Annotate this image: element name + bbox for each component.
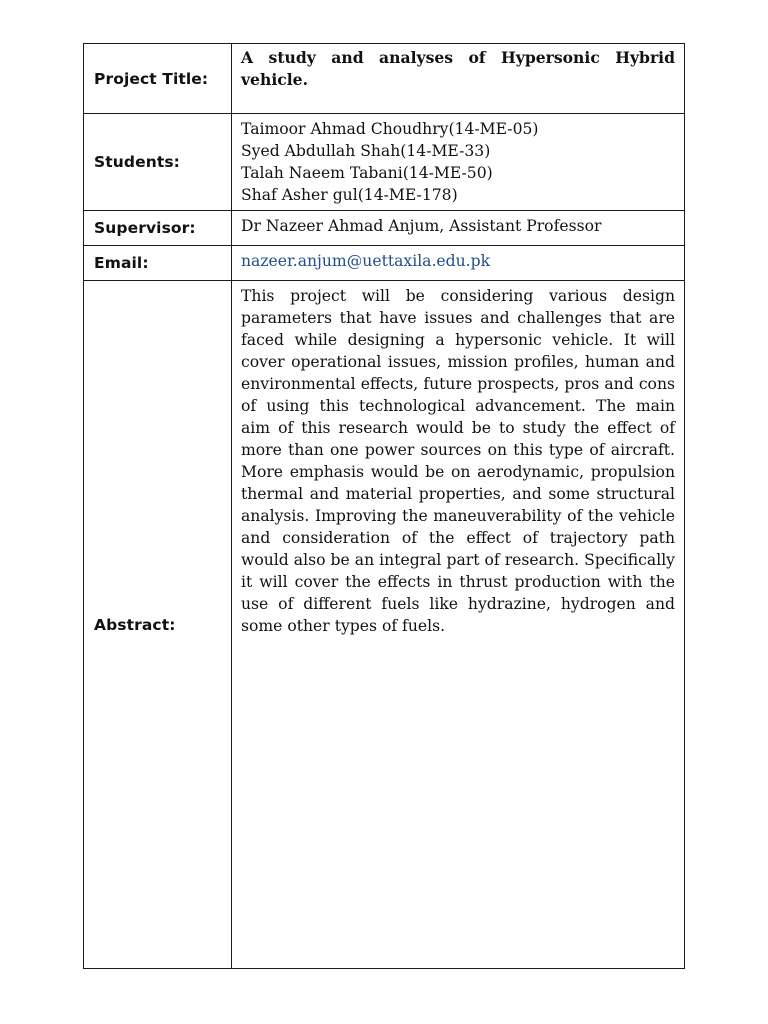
email-label-cell	[84, 246, 232, 281]
project-title-label-cell	[84, 44, 232, 114]
abstract-label-cell	[84, 281, 232, 969]
students-row	[84, 114, 685, 211]
abstract-label: Abstract:	[94, 615, 176, 634]
email-row	[84, 246, 685, 281]
student-name: Syed Abdullah Shah(14-ME-33)	[241, 142, 491, 160]
supervisor-value: Dr Nazeer Ahmad Anjum, Assistant Professor	[241, 217, 602, 235]
supervisor-value-cell	[232, 211, 685, 246]
email-link[interactable]: nazeer.anjum@uettaxila.edu.pk	[241, 252, 491, 270]
student-name: Talah Naeem Tabani(14-ME-50)	[241, 164, 493, 182]
supervisor-label: Supervisor:	[94, 219, 196, 237]
students-label: Students:	[94, 153, 180, 171]
project-title-value: A study and analyses of Hypersonic Hybrid vehicle.	[241, 48, 675, 89]
abstract-text: This project will be considering various design parameters that have issues and challenges that are faced while designing a hypersonic vehicle. It will cover operational issues, mission profiles, human and environmental effects, future prospects, pros and cons of using this technological advancement. The main aim of this research would be to study the effect of more than one power sources on this type of aircraft. More emphasis would be on aerodynamic, propulsion thermal and material properties, and some structural analysis. Improving the maneuverability of the vehicle and consideration of the effect of trajectory path would also be an integral part of research. Specifically it will cover the effects in thrust production with the use of different fuels like hydrazine, hydrogen and some other types of fuels.	[241, 287, 675, 635]
abstract-value-cell	[232, 281, 685, 969]
email-value-wrap	[232, 246, 684, 276]
supervisor-label-cell	[84, 211, 232, 246]
project-title-value-cell	[232, 44, 685, 114]
supervisor-row	[84, 211, 685, 246]
student-name: Taimoor Ahmad Choudhry(14-ME-05)	[241, 120, 539, 138]
email-value-cell	[232, 246, 685, 281]
project-title-label: Project Title:	[94, 69, 209, 88]
students-value-cell	[232, 114, 685, 211]
abstract-row	[84, 281, 685, 969]
students-label-cell	[84, 114, 232, 211]
student-name: Shaf Asher gul(14-ME-178)	[241, 186, 458, 204]
students-list	[232, 114, 684, 210]
project-title-row	[84, 44, 685, 114]
email-label: Email:	[94, 254, 149, 272]
project-info-table	[83, 43, 685, 969]
